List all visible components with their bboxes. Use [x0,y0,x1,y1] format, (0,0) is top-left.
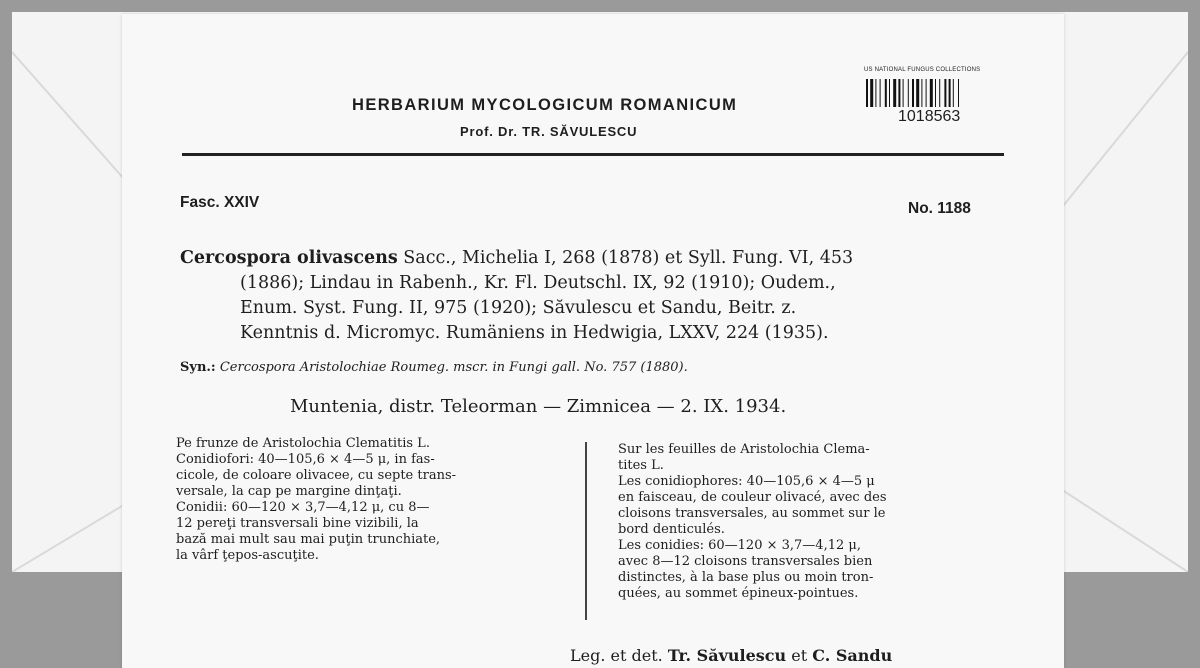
description-line: versale, la cap pe margine dinţaţi. [176,484,402,499]
barcode-bar [939,79,940,107]
barcode-bar [953,79,954,107]
description-line: tites L. [618,458,664,473]
species-name: Cercospora olivascens [180,248,398,268]
specimen-number: No. 1188 [908,200,971,217]
collection-locality: Muntenia, distr. Teleorman — Zimnicea — 2. IX. 1934. [290,396,787,417]
barcode-bar [930,79,933,107]
barcode-bar [944,79,946,107]
collector-joiner: et [786,646,813,665]
header-rule [182,153,1004,156]
description-line: Pe frunze de Aristolochia Clematitis L. [176,436,430,451]
citation-line-3: Enum. Syst. Fung. II, 975 (1920); Săvulescu et Sandu, Beitr. z. [240,298,797,318]
fascicle-number: Fasc. XXIV [180,194,260,211]
collector-name-1: Tr. Săvulescu [667,646,787,665]
barcode-bar [898,79,900,107]
collector-name-2: C. Sandu [812,646,893,665]
column-divider [585,442,587,620]
barcode-bar [949,79,951,107]
description-line: Conidiofori: 40—105,6 × 4—5 μ, in fas- [176,452,435,467]
description-french [618,442,1013,602]
description-line: cloisons transversales, au sommet sur le [618,506,886,521]
description-line: Sur les feuilles de Aristolochia Clema- [618,442,870,457]
barcode-bar [908,79,909,107]
description-romanian [176,436,566,564]
citation-line-1 [180,248,853,268]
barcode-bar [885,79,887,107]
herbarium-label [122,14,1064,668]
professor-name: Prof. Dr. TR. SĂVULESCU [460,124,638,139]
description-line: Les conidiophores: 40—105,6 × 4—5 μ [618,474,875,489]
barcode-bar [875,79,876,107]
description-line: quées, au sommet épineux-pointues. [618,586,859,601]
barcode-bar [926,79,927,107]
barcode [866,79,1000,107]
description-line: avec 8—12 cloisons transversales bien [618,554,873,569]
barcode-organization: US NATIONAL FUNGUS COLLECTIONS [864,67,981,73]
description-line: bord denticulés. [618,522,725,537]
citation-text: Sacc., Michelia I, 268 (1878) et Syll. Fung. VI, 453 [397,248,854,268]
citation-line-4: Kenntnis d. Micromyc. Rumäniens in Hedwigia, LXXV, 224 (1935). [240,323,829,343]
description-line: 12 pereţi transversali bine vizibili, la [176,516,419,531]
description-line: la vârf ţepos-ascuţite. [176,548,319,563]
barcode-number: 1018563 [898,108,961,125]
synonym-text: Cercospora Aristolochiae Roumeg. mscr. in Fungi gall. No. 757 (1880). [215,360,688,375]
description-line: Les conidies: 60—120 × 3,7—4,12 μ, [618,538,861,553]
herbarium-title: HERBARIUM MYCOLOGICUM ROMANICUM [352,96,738,114]
description-line: en faisceau, de couleur olivacé, avec des [618,490,887,505]
description-line: Conidii: 60—120 × 3,7—4,12 μ, cu 8— [176,500,430,515]
barcode-bar [921,79,922,107]
description-line: distinctes, à la base plus ou moin tron- [618,570,874,585]
barcode-bar [870,79,873,107]
barcode-bar [912,79,914,107]
synonym [180,360,688,375]
barcode-bar [893,79,896,107]
barcode-bar [880,79,881,107]
synonym-label: Syn.: [180,360,216,375]
description-line: cicole, de coloare olivacee, cu septe trans- [176,468,457,483]
barcode-bar [889,79,890,107]
barcode-bar [903,79,904,107]
citation-line-2: (1886); Lindau in Rabenh., Kr. Fl. Deutschl. IX, 92 (1910); Oudem., [240,273,836,293]
barcode-bar [916,79,919,107]
description-line: bază mai mult sau mai puţin trunchiate, [176,532,441,547]
barcode-bar [866,79,868,107]
collector-line [570,646,892,665]
barcode-bar [935,79,936,107]
barcode-bar [958,79,959,107]
collector-prefix: Leg. et det. [570,646,668,665]
